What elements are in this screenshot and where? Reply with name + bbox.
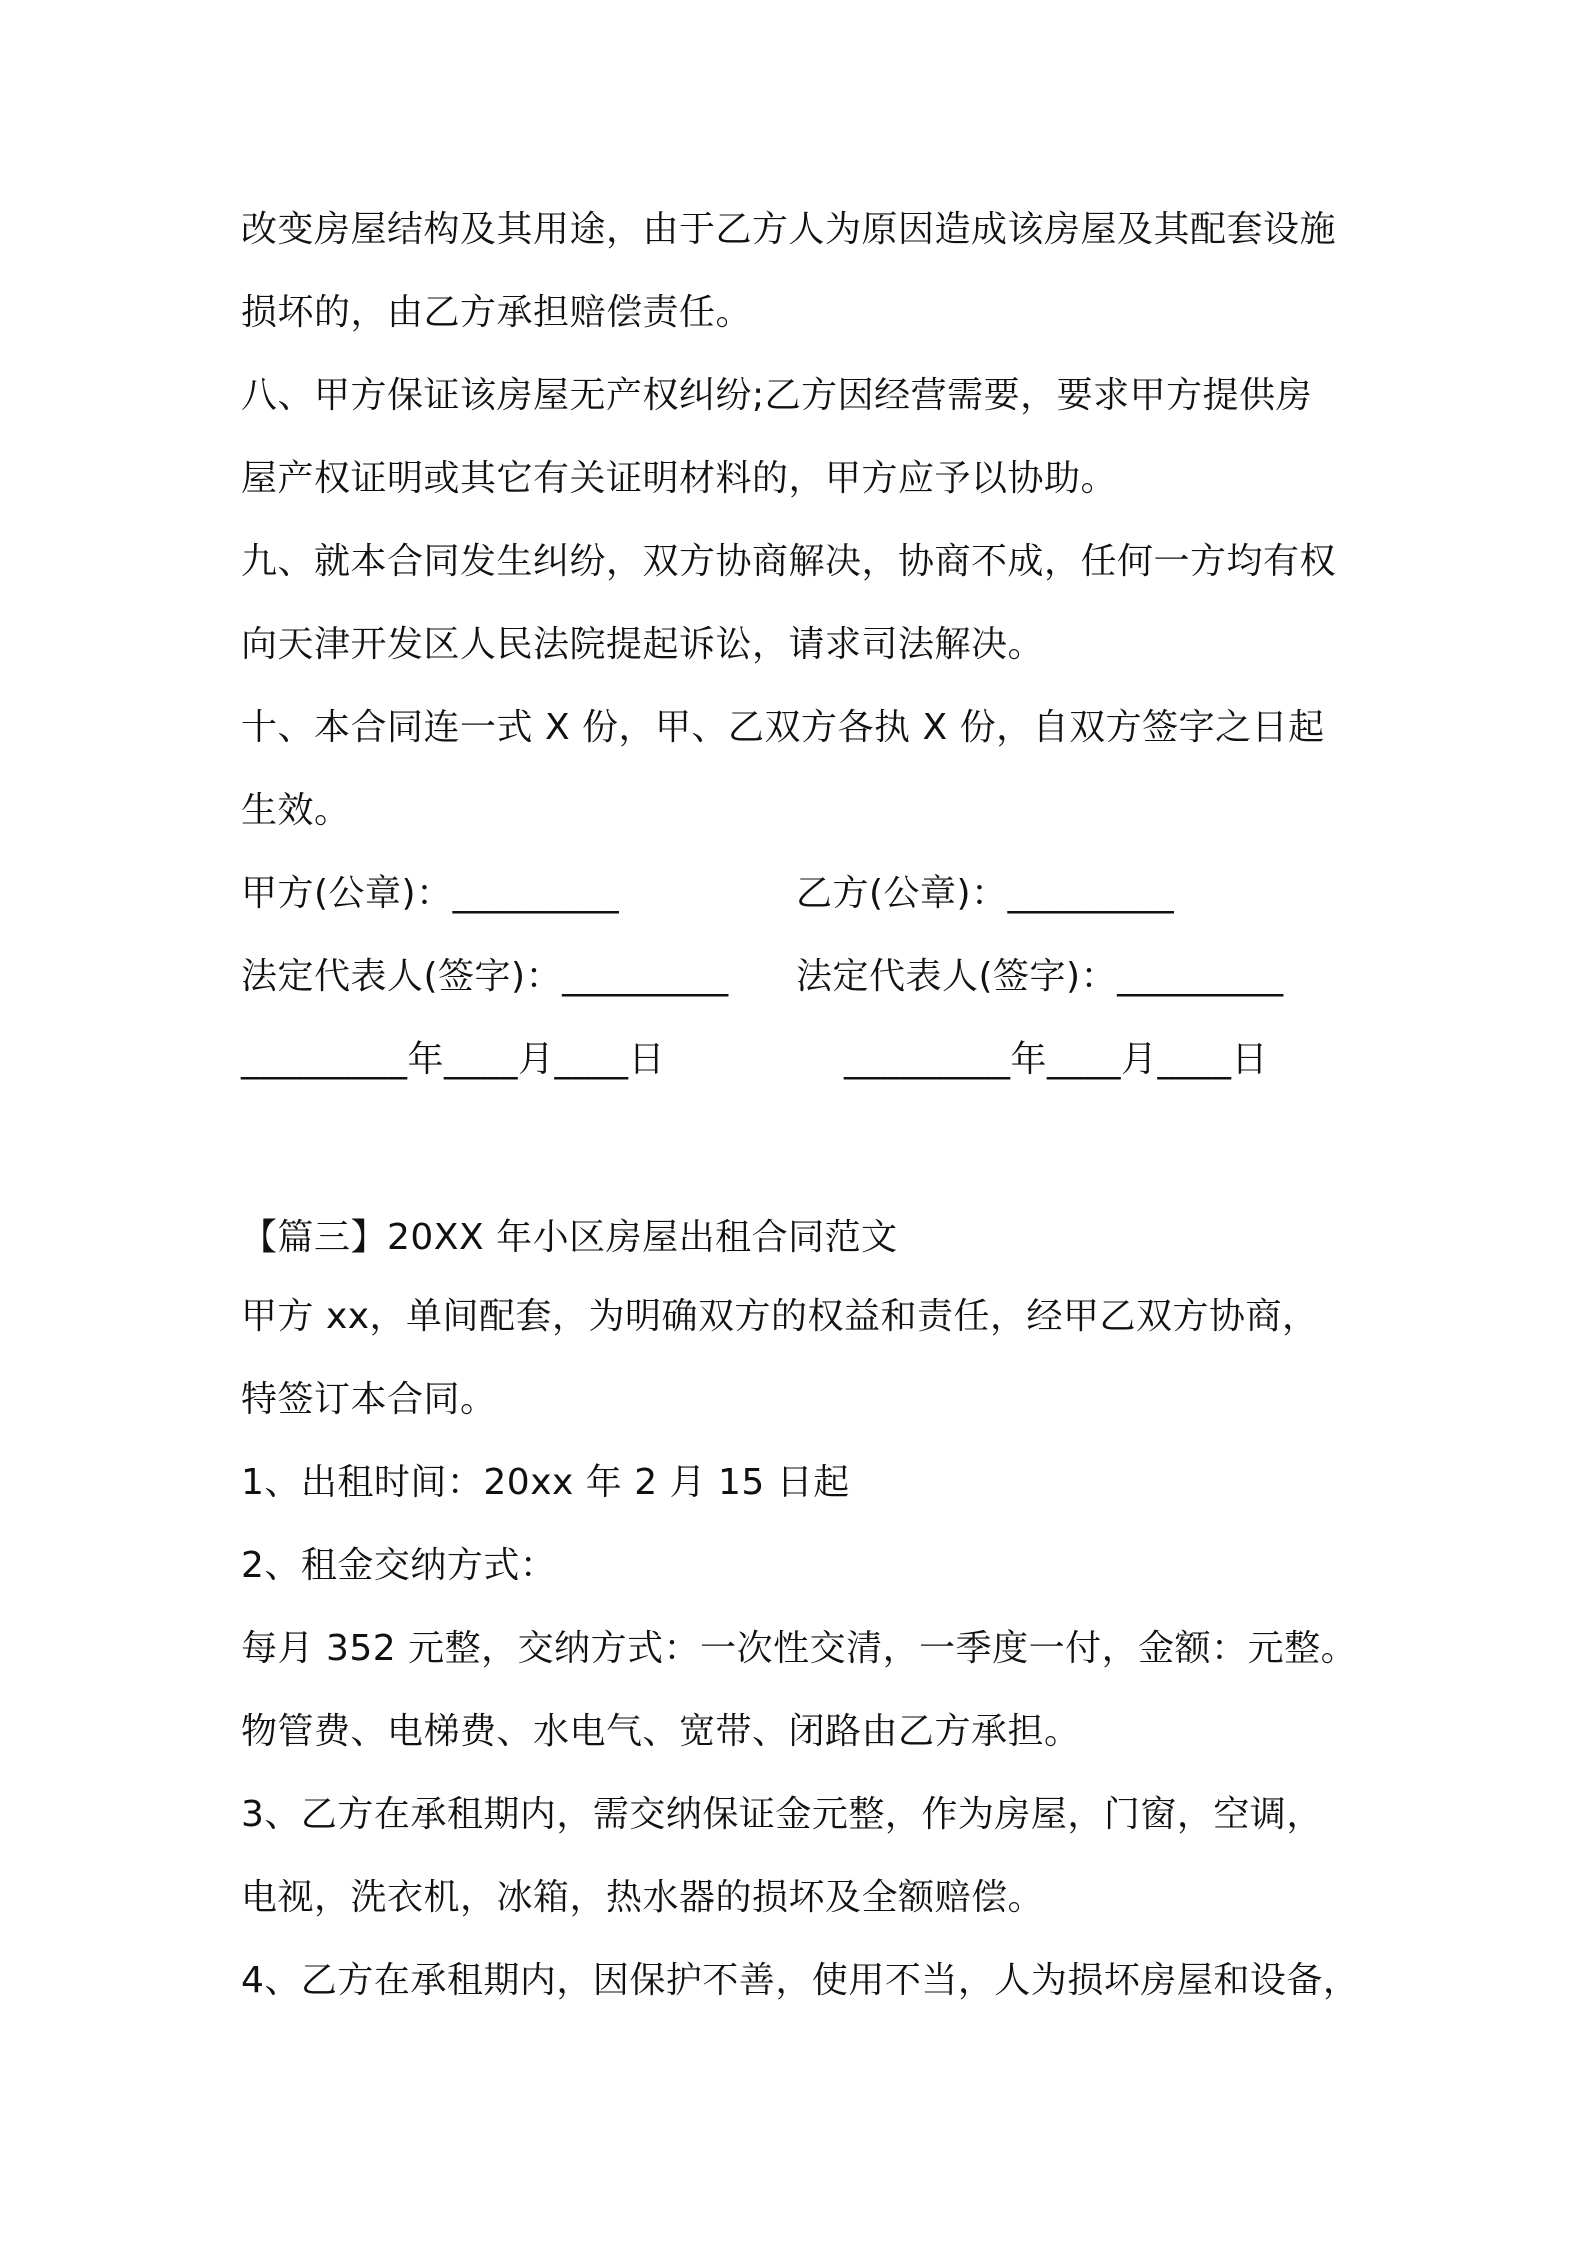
paragraph-line: 甲方 xx，单间配套，为明确双方的权益和责任，经甲乙双方协商，: [241, 1296, 1319, 1337]
party-a-seal: 甲方(公章)：_________: [241, 873, 620, 914]
party-b-seal: 乙方(公章)：_________: [796, 873, 1175, 914]
paragraph-line: 向天津开发区人民法院提起诉讼，请求司法解决。: [241, 624, 1045, 665]
party-a-date: _________年____月____日: [241, 1039, 665, 1080]
clause-ten-line: 十、本合同连一式 X 份，甲、乙双方各执 X 份，自双方签字之日起: [241, 707, 1325, 748]
paragraph-line: 特签订本合同。: [241, 1379, 497, 1420]
clause-nine-line: 九、就本合同发生纠纷，双方协商解决，协商不成，任何一方均有权: [241, 541, 1337, 582]
clause-four-line: 4、乙方在承租期内，因保护不善，使用不当，人为损坏房屋和设备，: [241, 1960, 1360, 2001]
party-a-representative: 法定代表人(签字)：_________: [241, 956, 729, 997]
paragraph-line: 屋产权证明或其它有关证明材料的，甲方应予以协助。: [241, 458, 1118, 499]
clause-eight-line: 八、甲方保证该房屋无产权纠纷;乙方因经营需要，要求甲方提供房: [241, 375, 1313, 416]
paragraph-line: 生效。: [241, 790, 351, 831]
clause-one-line: 1、出租时间：20xx 年 2 月 15 日起: [241, 1462, 850, 1503]
paragraph-line: 每月 352 元整，交纳方式：一次性交清，一季度一付，金额：元整。: [241, 1628, 1358, 1669]
section-heading: 【篇三】20XX 年小区房屋出租合同范文: [241, 1217, 898, 1258]
paragraph-line: 物管费、电梯费、水电气、宽带、闭路由乙方承担。: [241, 1711, 1081, 1752]
paragraph-line: 损坏的，由乙方承担赔偿责任。: [241, 292, 753, 333]
party-b-representative: 法定代表人(签字)：_________: [796, 956, 1284, 997]
paragraph-line: 电视，洗衣机，冰箱，热水器的损坏及全额赔偿。: [241, 1877, 1045, 1918]
party-b-date: _________年____月____日: [844, 1039, 1268, 1080]
clause-two-line: 2、租金交纳方式：: [241, 1545, 557, 1586]
paragraph-line: 改变房屋结构及其用途，由于乙方人为原因造成该房屋及其配套设施: [241, 209, 1337, 250]
clause-three-line: 3、乙方在承租期内，需交纳保证金元整，作为房屋，门窗，空调，: [241, 1794, 1323, 1835]
